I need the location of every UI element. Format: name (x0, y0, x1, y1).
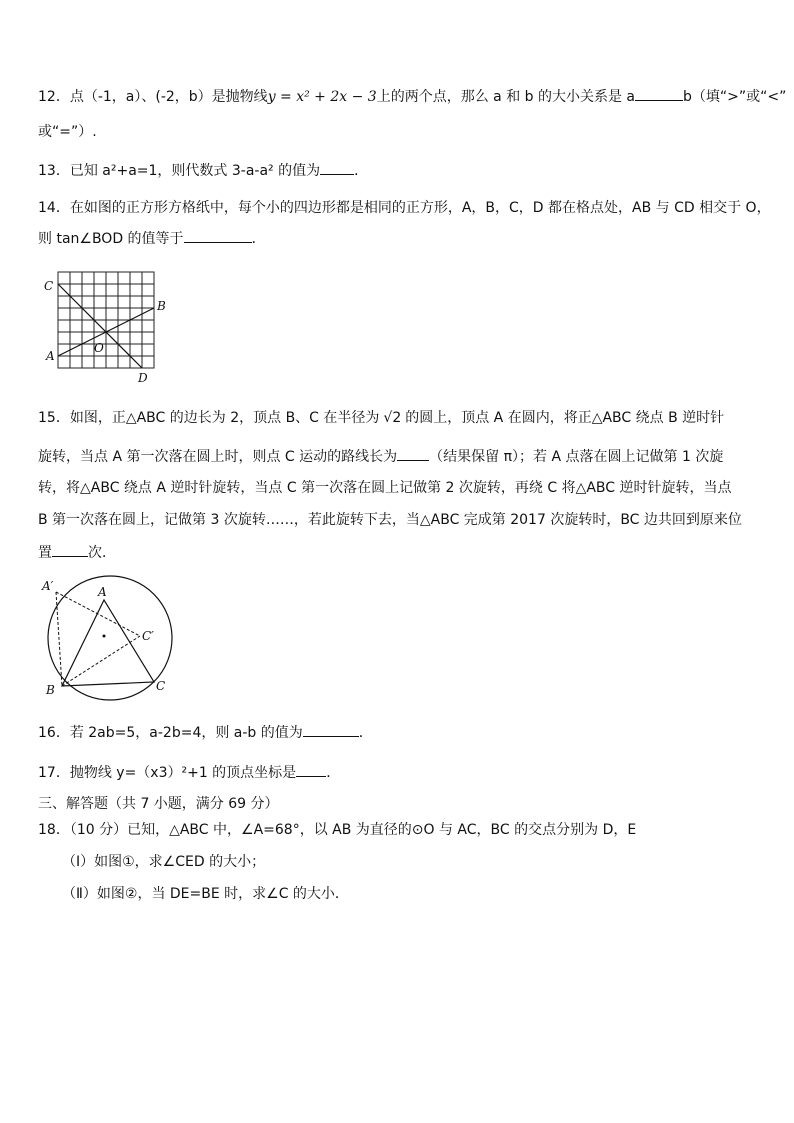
q15-line1 (38, 408, 724, 428)
q12-number: 12． (38, 89, 70, 105)
q14-line2 (38, 228, 266, 249)
q16-number: 16． (38, 725, 70, 741)
q15-label-c-prime: C′ (142, 629, 154, 643)
q13-answer-blank[interactable] (320, 160, 354, 175)
q15-text-5b: 次． (88, 545, 116, 561)
q13-text-a: 已知 a²+a=1，则代数式 3-a-a² 的值为 (69, 163, 321, 179)
q15-text-1a: 如图，正△ABC 的边长为 2，顶点 B、C 在半径为 (69, 410, 380, 426)
q12-formula: y = x² + 2x − 3 (267, 89, 377, 105)
q15-sqrt: √2 (383, 410, 402, 426)
q15-line3: 转，将△ABC 绕点 A 逆时针旋转，当点 C 第一次落在圆上记做第 2 次旋转，再绕 C 将△ABC 逆时针旋转，当点 (38, 480, 732, 496)
q14-line1 (38, 198, 771, 218)
q17-number: 17． (38, 765, 70, 781)
q15-line4: B 第一次落在圆上，记做第 3 次旋转……，若此旋转下去，当△ABC 完成第 2017 次旋转时，BC 边共回到原来位 (38, 512, 742, 528)
q15-answer-blank-2[interactable] (52, 542, 88, 557)
q18-part2: （Ⅱ）如图②，当 DE=BE 时，求∠C 的大小． (62, 886, 349, 902)
q13-text-b: ． (354, 163, 369, 179)
q15-label-c: C (156, 679, 166, 693)
q18-line (38, 820, 636, 840)
q12-answer-blank[interactable] (635, 86, 683, 101)
q15-center-point (103, 635, 106, 638)
q16-text-a: 若 2ab=5，a-2b=4，则 a-b 的值为 (69, 725, 303, 741)
q15-label-a: A (98, 585, 107, 599)
q14-label-a: A (46, 349, 55, 363)
q15-line2 (38, 446, 723, 467)
q15-text-2a: 旋转，当点 A 第一次落在圆上时，则点 C 运动的路线长为 (38, 449, 398, 465)
q16-line (38, 722, 373, 743)
q12-line2: 或“=”）. (38, 124, 97, 140)
q18-text: （10 分）已知，△ABC 中，∠A=68°，以 AB 为直径的⊙O 与 AC，BC 的交点分别为 D，E (69, 822, 637, 838)
q15-answer-blank-1[interactable] (397, 446, 429, 461)
q13-line (38, 160, 368, 181)
q16-answer-blank[interactable] (303, 722, 359, 737)
q15-text-2b: （结果保留 π）；若 A 点落在圆上记做第 1 次旋 (429, 449, 724, 465)
q14-text-2a: 则 tan∠BOD 的值等于 (38, 231, 184, 247)
q17-line (38, 762, 340, 783)
q16-text-b: ． (358, 725, 373, 741)
q15-number: 15． (38, 410, 70, 426)
q12-text-c: b（填“>”或“<” (683, 89, 787, 105)
q17-text-a: 抛物线 y=（x3）²+1 的顶点坐标是 (69, 765, 297, 781)
section-3-title: 三、解答题（共 7 小题，满分 69 分） (38, 796, 279, 812)
q15-text-1b: 的圆上，顶点 A 在圆内，将正△ABC 绕点 B 逆时针 (405, 410, 725, 426)
q13-number: 13． (38, 163, 70, 179)
q12-text-b: 上的两个点，那么 a 和 b 的大小关系是 a (376, 89, 636, 105)
q14-label-d: D (138, 371, 148, 385)
q17-text-b: ． (326, 765, 341, 781)
q18-part1: （Ⅰ）如图①，求∠CED 的大小； (62, 854, 266, 870)
q14-answer-blank[interactable] (184, 228, 252, 243)
q12-line1 (38, 86, 786, 107)
q17-answer-blank[interactable] (296, 762, 326, 777)
q12-text-a: 点（-1，a）、(-2，b）是抛物线 (69, 89, 268, 105)
q14-number: 14． (38, 200, 70, 216)
q15-text-5a: 置 (38, 545, 52, 561)
q14-text-1: 在如图的正方形方格纸中，每个小的四边形都是相同的正方形，A，B，C，D 都在格点处，AB 与 CD 相交于 O， (69, 200, 771, 216)
q14-segment-cd (58, 284, 142, 368)
q14-label-b: B (157, 299, 166, 313)
q14-label-c: C (44, 279, 54, 293)
q14-text-2b: ． (251, 231, 266, 247)
q14-label-o: O (94, 341, 104, 355)
q15-line5 (38, 542, 116, 563)
q14-grid-figure (40, 268, 180, 388)
q14-grid-lines (58, 272, 154, 368)
q15-label-b: B (46, 683, 55, 697)
q15-circle-figure (34, 574, 184, 702)
q18-number: 18． (38, 822, 70, 838)
q15-label-a-prime: A′ (42, 579, 54, 593)
q15-triangle-abc (62, 600, 154, 686)
